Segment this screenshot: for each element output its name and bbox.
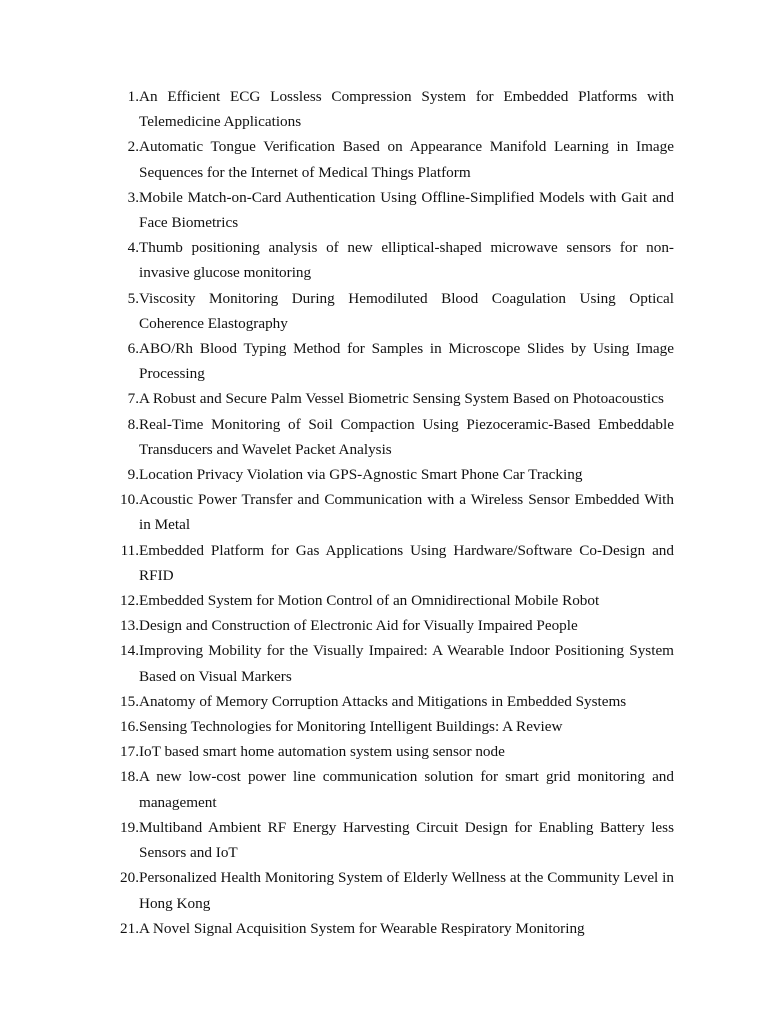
list-item [108,638,674,688]
item-title: A Novel Signal Acquisition System for Wearable Respiratory Monitoring [139,919,585,937]
list-item [108,412,674,462]
item-number: 15. [120,692,139,710]
item-number: 3. [127,188,139,206]
item-number: 5. [127,289,139,307]
item-title: Location Privacy Violation via GPS-Agnostic Smart Phone Car Tracking [139,466,583,484]
item-number: 4. [127,239,139,257]
list-item [108,487,674,537]
item-title: An Efficient ECG Lossless Compression System for Embedded Platforms with Telemedicine Applications [139,88,674,131]
item-number: 19. [120,818,139,836]
list-item [108,84,674,134]
list-item [108,134,674,184]
item-title: Design and Construction of Electronic Aid for Visually Impaired People [139,617,578,635]
item-title: Embedded Platform for Gas Applications Using Hardware/Software Co-Design and RFID [139,541,674,584]
item-number: 2. [127,138,139,156]
item-title: Thumb positioning analysis of new elliptical-shaped microwave sensors for non-invasive glucose monitoring [139,239,674,282]
list-item [108,916,674,941]
item-title: Sensing Technologies for Monitoring Intelligent Buildings: A Review [139,718,563,736]
item-number: 13. [120,617,139,635]
item-title: Improving Mobility for the Visually Impaired: A Wearable Indoor Positioning System Based on Visual Markers [139,642,674,685]
item-title: A new low-cost power line communication solution for smart grid monitoring and management [139,768,674,811]
reference-list [108,84,674,941]
item-number: 20. [120,869,139,887]
item-title: Acoustic Power Transfer and Communication with a Wireless Sensor Embedded With in Metal [139,491,674,534]
item-number: 11. [120,541,139,559]
list-item [108,588,674,613]
list-item [108,235,674,285]
list-item [108,714,674,739]
list-item [108,538,674,588]
item-title: A Robust and Secure Palm Vessel Biometric Sensing System Based on Photoacoustics [139,390,664,408]
list-item [108,336,674,386]
list-item [108,865,674,915]
list-item [108,613,674,638]
item-number: 7. [127,390,139,408]
item-title: ABO/Rh Blood Typing Method for Samples in Microscope Slides by Using Image Processing [139,340,674,383]
item-title: IoT based smart home automation system using sensor node [139,743,505,761]
item-title: Multiband Ambient RF Energy Harvesting Circuit Design for Enabling Battery less Sensors and IoT [139,818,674,862]
item-title: Viscosity Monitoring During Hemodiluted Blood Coagulation Using Optical Coherence Elastography [139,289,674,332]
item-number: 6. [127,340,139,358]
item-number: 9. [127,466,139,484]
item-title: Automatic Tongue Verification Based on Appearance Manifold Learning in Image Sequences for the Internet of Medical Things Platform [139,138,674,181]
item-title: Anatomy of Memory Corruption Attacks and Mitigations in Embedded Systems [139,692,627,710]
list-item [108,815,674,865]
list-item [108,386,674,411]
item-number: 14. [120,642,139,660]
list-item [108,689,674,714]
list-item [108,185,674,235]
item-number: 10. [120,491,139,509]
item-number: 18. [120,768,139,786]
item-number: 12. [120,592,139,610]
list-item [108,764,674,814]
item-number: 17. [120,743,139,761]
item-title: Mobile Match-on-Card Authentication Using Offline-Simplified Models with Gait and Face Biometrics [139,188,674,232]
item-number: 1. [127,88,139,105]
item-number: 16. [120,718,139,736]
item-title: Real-Time Monitoring of Soil Compaction Using Piezoceramic-Based Embeddable Transducers and Wavelet Packet Analysis [139,415,674,458]
item-title: Embedded System for Motion Control of an Omnidirectional Mobile Robot [139,592,600,610]
item-number: 8. [127,415,139,433]
list-item [108,286,674,336]
list-item [108,739,674,764]
list-item [108,462,674,487]
item-title: Personalized Health Monitoring System of Elderly Wellness at the Community Level in Hong Kong [139,869,674,912]
item-number: 21. [120,919,139,937]
